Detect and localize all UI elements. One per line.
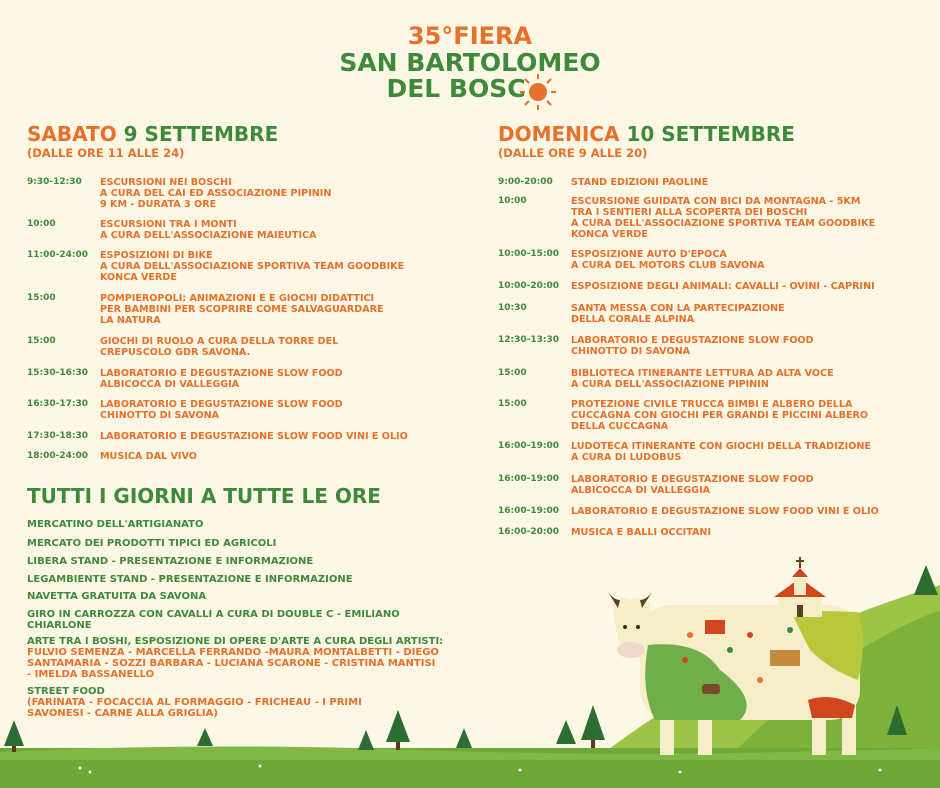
event-description-line: ALBICOCCA DI VALLEGGIA — [571, 485, 711, 496]
event-time: 10:00-20:00 — [498, 281, 560, 291]
event-time: 15:00 — [27, 293, 56, 303]
everyday-item-line: SANTAMARIA - SOZZI BARBARA - LUCIANA SCARONE - CRISTINA MANTISI — [27, 658, 436, 669]
everyday-item-line: NAVETTA GRATUITA DA SAVONA — [27, 591, 207, 602]
event-description-line: ESPOSIZIONE DEGLI ANIMALI: CAVALLI - OVINI - CAPRINI — [571, 281, 875, 292]
event-time: 9:00-20:00 — [498, 177, 553, 187]
event-description-line: GIOCHI DI RUOLO A CURA DELLA TORRE DEL — [100, 336, 339, 347]
church-icon — [774, 557, 826, 617]
event-description-line: A CURA DELL'ASSOCIAZIONE MAIEUTICA — [100, 230, 317, 241]
event-description — [571, 196, 875, 240]
everyday-item — [27, 686, 362, 719]
everyday-item-line: MERCATO DEI PRODOTTI TIPICI ED AGRICOLI — [27, 538, 277, 549]
event-description-line: LABORATORIO E DEGUSTAZIONE SLOW FOOD — [571, 474, 814, 485]
event-description-line: LABORATORIO E DEGUSTAZIONE SLOW FOOD — [571, 335, 814, 346]
event-description-line: DELLA CUCCAGNA — [571, 421, 669, 432]
everyday-item — [27, 519, 203, 530]
event-time: 10:00-15:00 — [498, 249, 560, 259]
event-time: 16:30-17:30 — [27, 399, 89, 409]
event-description-line: ESCURSIONI NEI BOSCHI — [100, 177, 232, 188]
everyday-item — [27, 556, 313, 567]
event-description-line: 9 KM - DURATA 3 ORE — [100, 199, 217, 210]
event-description — [571, 441, 871, 463]
event-time: 12:30-13:30 — [498, 335, 560, 345]
event-description — [571, 281, 875, 292]
event-description-line: ESPOSIZIONI DI BIKE — [100, 250, 213, 261]
event-description — [100, 293, 384, 326]
event-description-line: PER BAMBINI PER SCOPRIRE COME SALVAGUARDARE — [100, 304, 384, 315]
event-description — [571, 506, 879, 517]
event-description-line: A CURA DI LUDOBUS — [571, 452, 682, 463]
event-time: 10:00 — [27, 219, 56, 229]
event-description — [571, 303, 785, 325]
event-description-line: LABORATORIO E DEGUSTAZIONE SLOW FOOD VINI E OLIO — [571, 506, 879, 517]
everyday-item — [27, 591, 206, 602]
event-time: 18:00-24:00 — [27, 451, 89, 461]
event-time: 17:30-18:30 — [27, 431, 89, 441]
saturday-hours: (DALLE ORE 11 ALLE 24) — [27, 146, 185, 160]
event-description-line: POMPIEROPOLI: ANIMAZIONI E E GIOCHI DIDATTICI — [100, 293, 375, 304]
event-description-line: ALBICOCCA DI VALLEGGIA — [100, 379, 240, 390]
event-description-line: DELLA CORALE ALPINA — [571, 314, 695, 325]
event-description-line: LUDOTECA ITINERANTE CON GIOCHI DELLA TRADIZIONE — [571, 441, 871, 452]
saturday-date: 9 SETTEMBRE — [116, 122, 279, 146]
event-description-line: SANTA MESSA CON LA PARTECIPAZIONE — [571, 303, 785, 314]
event-description — [571, 527, 711, 538]
saturday-day: SABATO — [27, 122, 117, 146]
sunday-heading — [498, 123, 795, 145]
event-name-line-2 — [0, 76, 926, 101]
event-description — [571, 474, 814, 496]
event-description-line: ESCURSIONE GUIDATA CON BICI DA MONTAGNA - 5KM — [571, 196, 861, 207]
event-description — [100, 431, 408, 442]
event-description-line: A CURA DELL'ASSOCIAZIONE SPORTIVA TEAM GOODBIKE — [100, 261, 405, 272]
event-description-line: ESPOSIZIONE AUTO D'EPOCA — [571, 249, 727, 260]
event-description — [571, 399, 868, 432]
event-description-line: A CURA DELL'ASSOCIAZIONE PIPININ — [571, 379, 769, 390]
everyday-item-line: GIRO IN CARROZZA CON CAVALLI A CURA DI DOUBLE C - EMILIANO — [27, 609, 400, 620]
everyday-item-line: LIBERA STAND - PRESENTAZIONE E INFORMAZIONE — [27, 556, 314, 567]
event-description-line: CHINOTTO DI SAVONA — [571, 346, 691, 357]
event-name-text: DEL BOSC — [386, 74, 526, 103]
event-description-line: CHINOTTO DI SAVONA — [100, 410, 220, 421]
sun-icon — [519, 73, 557, 111]
event-time: 9:30-12:30 — [27, 177, 82, 187]
event-time: 15:00 — [27, 336, 56, 346]
event-time: 16:00-19:00 — [498, 441, 560, 451]
everyday-item — [27, 636, 443, 680]
event-description-line: MUSICA E BALLI OCCITANI — [571, 527, 712, 538]
everyday-item-line: STREET FOOD — [27, 686, 105, 697]
event-description — [100, 250, 404, 283]
everyday-item-line: FULVIO SEMENZA - MARCELLA FERRANDO -MAURA MONTALBETTI - DIEGO — [27, 647, 439, 658]
event-name-line-1: SAN BARTOLOMEO — [339, 48, 601, 77]
everyday-item — [27, 609, 400, 631]
everyday-item — [27, 574, 353, 585]
event-time: 16:00-19:00 — [498, 506, 560, 516]
event-description-line: STAND EDIZIONI PAOLINE — [571, 177, 709, 188]
everyday-item-line: SAVONESI - CARNE ALLA GRIGLIA) — [27, 708, 218, 719]
event-description — [571, 249, 765, 271]
event-time: 15:00 — [498, 368, 527, 378]
event-time: 11:00-24:00 — [27, 250, 89, 260]
everyday-item-line: (FARINATA - FOCACCIA AL FORMAGGIO - FRICHEAU - I PRIMI — [27, 697, 362, 708]
event-description — [100, 336, 338, 358]
saturday-heading — [27, 123, 278, 145]
everyday-item-line: - IMELDA BASSANELLO — [27, 669, 155, 680]
event-description — [100, 368, 343, 390]
sunday-date: 10 SETTEMBRE — [619, 122, 795, 146]
event-description — [100, 219, 317, 241]
event-description-line: LABORATORIO E DEGUSTAZIONE SLOW FOOD — [100, 368, 343, 379]
event-time: 10:30 — [498, 303, 527, 313]
event-description-line: LABORATORIO E DEGUSTAZIONE SLOW FOOD — [100, 399, 343, 410]
everyday-item-line: LEGAMBIENTE STAND - PRESENTAZIONE E INFORMAZIONE — [27, 574, 353, 585]
event-description-line: LA NATURA — [100, 315, 161, 326]
event-description-line: MUSICA DAL VIVO — [100, 451, 197, 462]
event-description-line: PROTEZIONE CIVILE TRUCCA BIMBI E ALBERO DELLA — [571, 399, 853, 410]
event-description-line: A CURA DEL CAI ED ASSOCIAZIONE PIPININ — [100, 188, 332, 199]
everyday-item — [27, 538, 276, 549]
event-description — [571, 177, 708, 188]
event-time: 10:00 — [498, 196, 527, 206]
sunday-hours: (DALLE ORE 9 ALLE 20) — [498, 146, 648, 160]
event-description-line: KONCA VERDE — [100, 272, 177, 283]
event-time: 15:30-16:30 — [27, 368, 89, 378]
event-description-line: CREPUSCOLO GDR SAVONA. — [100, 347, 251, 358]
event-description-line: LABORATORIO E DEGUSTAZIONE SLOW FOOD VINI E OLIO — [100, 431, 408, 442]
event-description-line: KONCA VERDE — [571, 229, 648, 240]
everyday-item-line: ARTE TRA I BOSHI, ESPOSIZIONE DI OPERE D'ARTE A CURA DEGLI ARTISTI: — [27, 636, 444, 647]
event-description — [571, 368, 834, 390]
event-description-line: CUCCAGNA CON GIOCHI PER GRANDI E PICCINI ALBERO — [571, 410, 869, 421]
event-description-line: A CURA DELL'ASSOCIAZIONE SPORTIVA TEAM GOODBIKE — [571, 218, 876, 229]
everyday-title: TUTTI I GIORNI A TUTTE LE ORE — [27, 484, 381, 508]
everyday-item-line: CHIARLONE — [27, 620, 92, 631]
sunday-day: DOMENICA — [498, 122, 620, 146]
event-description — [571, 335, 814, 357]
edition-title: 35°FIERA — [407, 22, 533, 50]
event-time: 16:00-19:00 — [498, 474, 560, 484]
cow-illustration — [608, 592, 863, 755]
event-time: 15:00 — [498, 399, 527, 409]
event-description — [100, 177, 331, 210]
event-time: 16:00-20:00 — [498, 527, 560, 537]
event-description-line: TRA I SENTIERI ALLA SCOPERTA DEI BOSCHI — [571, 207, 808, 218]
event-description-line: A CURA DEL MOTORS CLUB SAVONA — [571, 260, 765, 271]
event-description — [100, 451, 197, 462]
everyday-item-line: MERCATINO DELL'ARTIGIANATO — [27, 519, 204, 530]
event-description — [100, 399, 343, 421]
event-description-line: BIBLIOTECA ITINERANTE LETTURA AD ALTA VOCE — [571, 368, 834, 379]
event-description-line: ESCURSIONI TRA I MONTI — [100, 219, 237, 230]
